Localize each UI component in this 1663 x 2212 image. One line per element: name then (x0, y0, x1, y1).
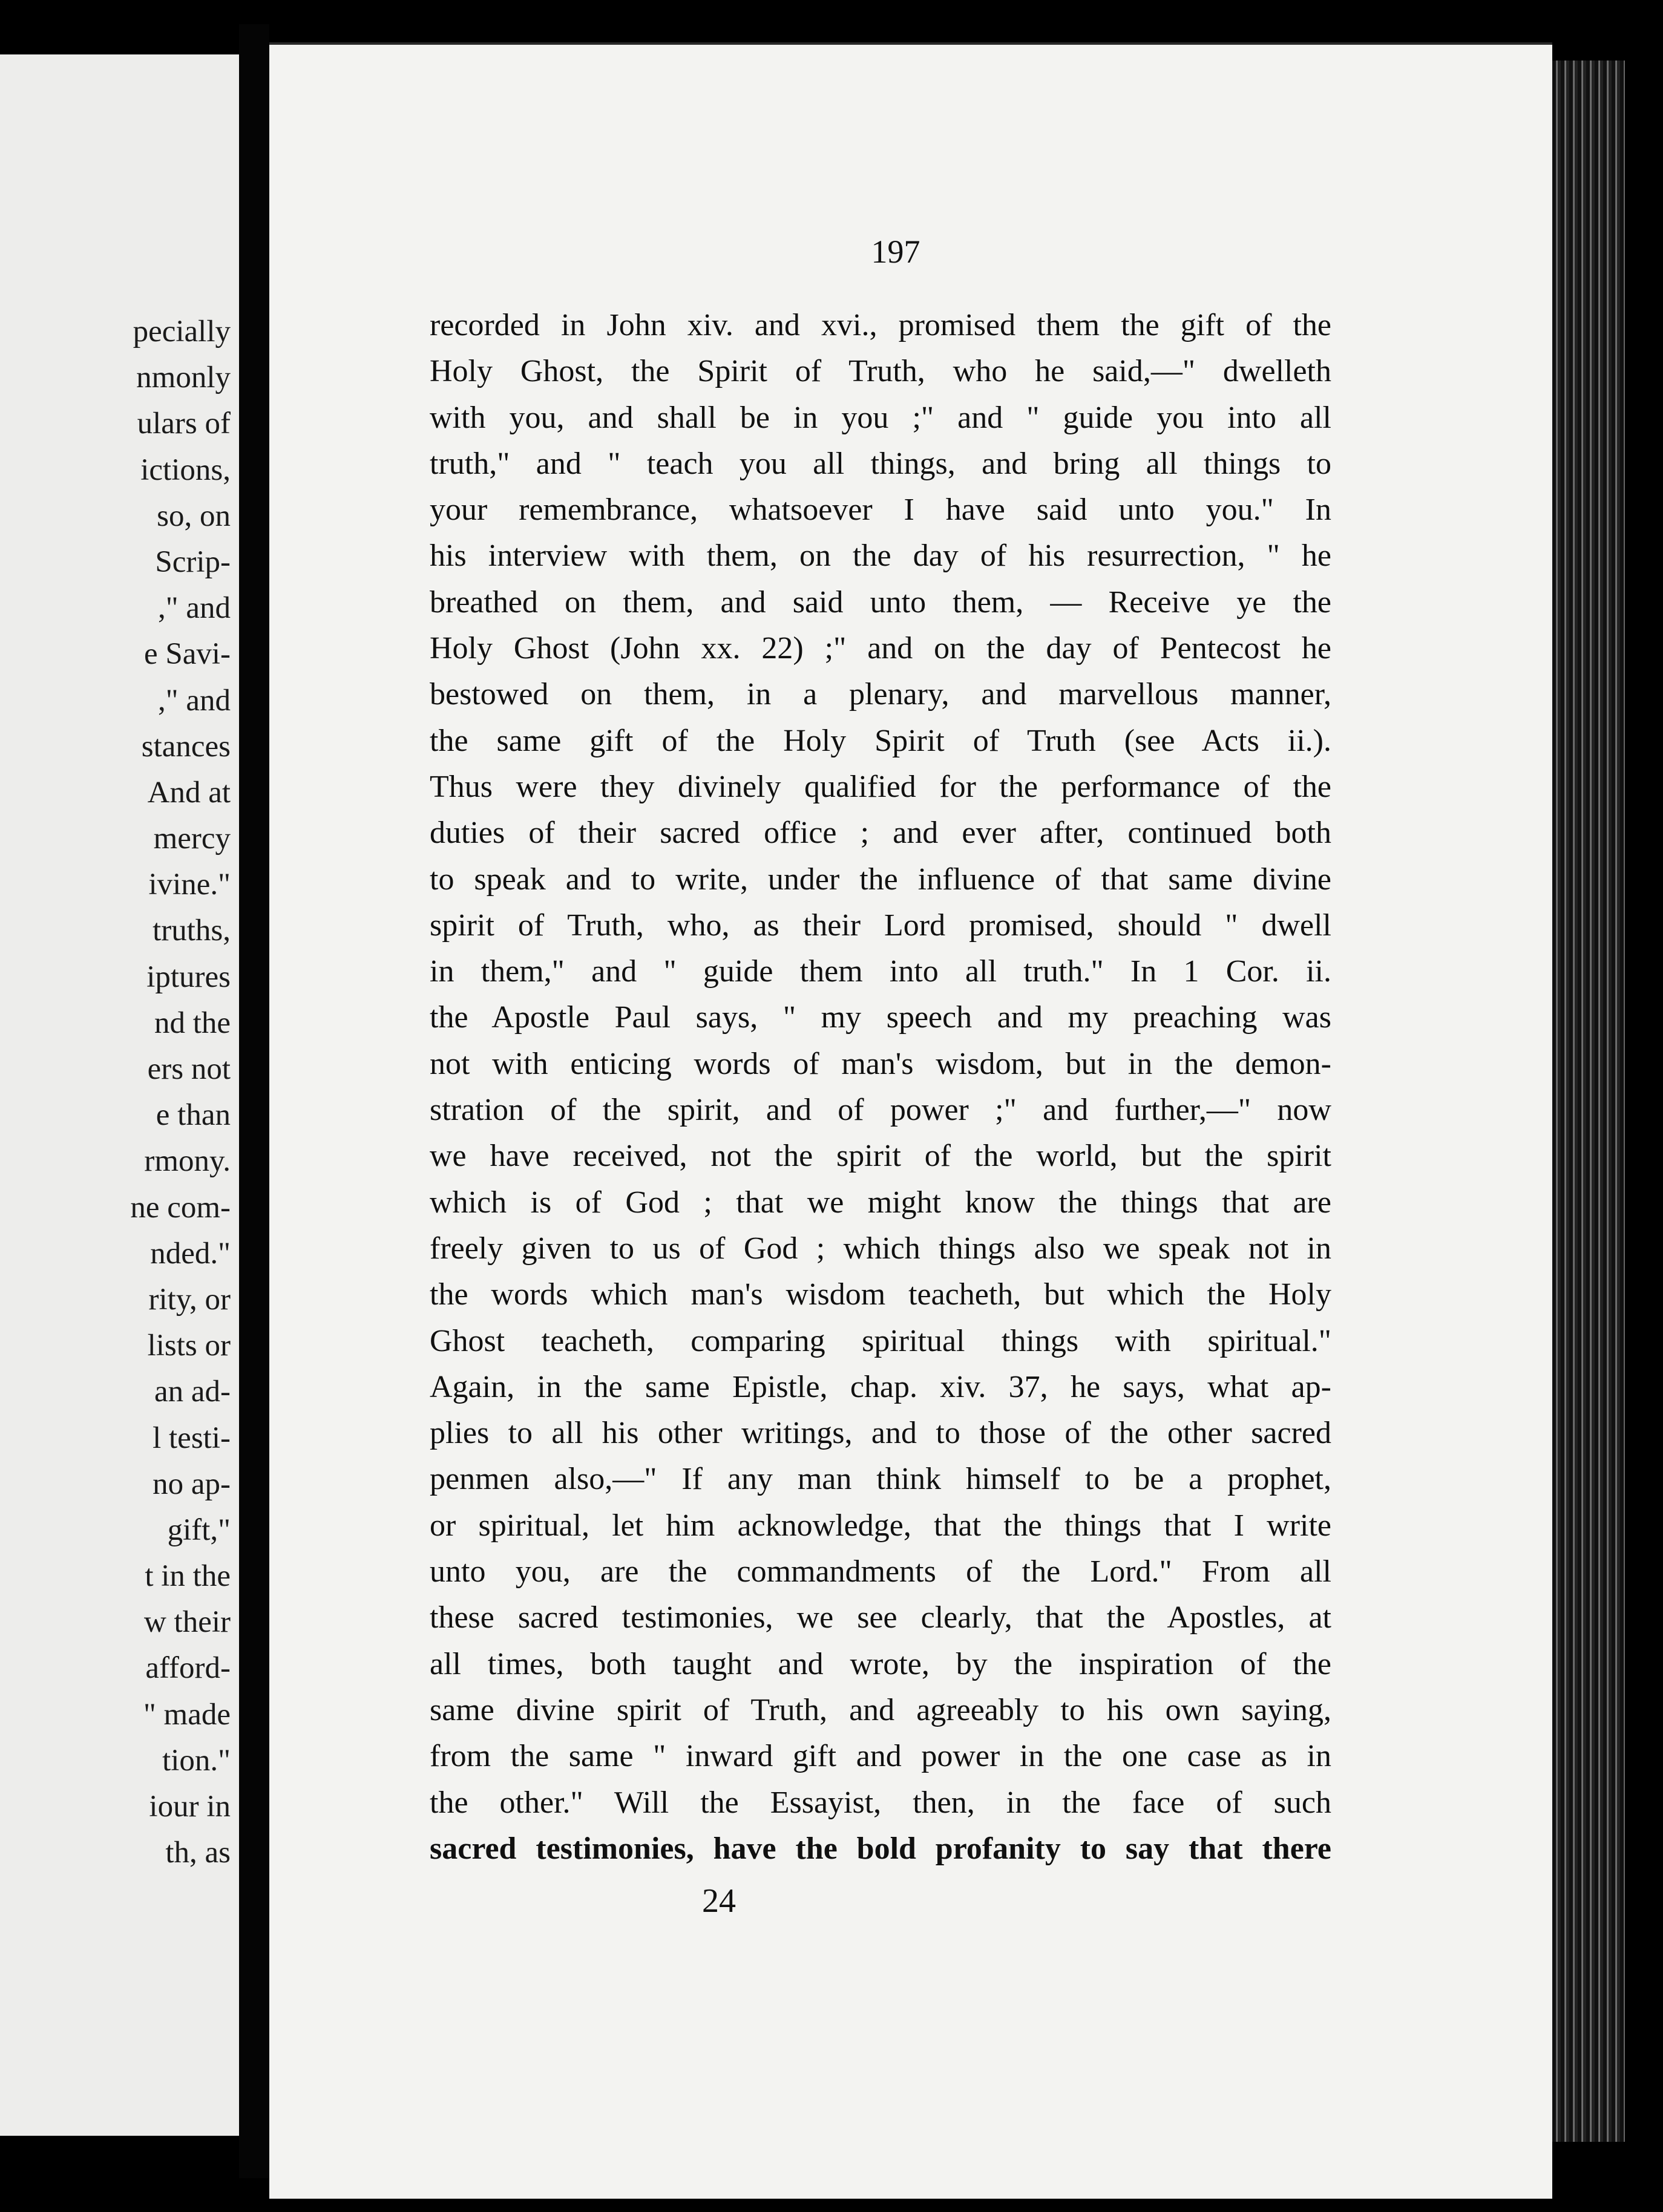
left-page-line: e Savi- (143, 637, 231, 672)
body-line: freely given to us of God ; which things also we speak not in (430, 1231, 1331, 1266)
body-line: or spiritual, let him acknowledge, that the things that I write (430, 1508, 1331, 1543)
body-line: which is of God ; that we might know the things that are (430, 1185, 1331, 1220)
left-page (0, 54, 239, 2136)
body-line: the Apostle Paul says, " my speech and my preaching was (430, 1000, 1331, 1035)
body-line: with you, and shall be in you ;" and " guide you into all (430, 400, 1331, 435)
body-line: spirit of Truth, who, as their Lord promised, should " dwell (430, 908, 1331, 943)
body-line: sacred testimonies, have the bold profanity to say that there (430, 1831, 1331, 1866)
left-page-line: nded." (150, 1236, 231, 1271)
left-page-line: iptures (146, 960, 231, 994)
body-line: in them," and " guide them into all truth." In 1 Cor. ii. (430, 954, 1331, 989)
signature-mark: 24 (702, 1882, 736, 1920)
left-page-line: tion." (162, 1743, 231, 1778)
body-line: the other." Will the Essayist, then, in the face of such (430, 1785, 1331, 1820)
left-page-line: no ap- (153, 1467, 231, 1501)
body-line: duties of their sacred office ; and ever after, continued both (430, 816, 1331, 851)
body-line: same divine spirit of Truth, and agreeably to his own saying, (430, 1692, 1331, 1727)
left-page-line: t in the (145, 1559, 231, 1594)
book-gutter (239, 24, 269, 2178)
left-page-line: ne com- (130, 1190, 231, 1225)
body-line: his interview with them, on the day of his resurrection, " he (430, 538, 1331, 574)
body-line: plies to all his other writings, and to those of the other sacred (430, 1416, 1331, 1451)
body-line: recorded in John xiv. and xvi., promised them the gift of the (430, 308, 1331, 342)
body-line: your remembrance, whatsoever I have said unto you." In (430, 492, 1331, 528)
left-page-line: ," and (158, 591, 231, 626)
left-page-line: Scrip- (155, 545, 231, 579)
page-edges (1552, 61, 1625, 2142)
body-line: breathed on them, and said unto them, — Receive ye the (430, 584, 1331, 620)
left-page-line: ulars of (137, 407, 231, 441)
body-line: stration of the spirit, and of power ;" and further,—" now (430, 1093, 1331, 1128)
left-page-line: iour in (149, 1790, 231, 1824)
left-page-line: e than (156, 1098, 231, 1133)
body-line: the words which man's wisdom teacheth, but which the Holy (430, 1277, 1331, 1312)
body-line: all times, both taught and wrote, by the inspiration of the (430, 1646, 1331, 1681)
left-page-line: And at (147, 775, 231, 810)
body-line: these sacred testimonies, we see clearly, that the Apostles, at (430, 1600, 1331, 1635)
left-page-line: nmonly (136, 361, 231, 395)
left-page-line: an ad- (154, 1375, 231, 1409)
left-page-line: stances (141, 729, 231, 764)
body-line: not with enticing words of man's wisdom, but in the demon- (430, 1046, 1331, 1081)
body-text (430, 303, 1331, 1872)
body-line: Holy Ghost (John xx. 22) ;" and on the day of Pentecost he (430, 631, 1331, 666)
left-page-line: ers not (147, 1052, 231, 1086)
left-page-line: rity, or (148, 1282, 231, 1317)
left-page-line: mercy (153, 822, 231, 856)
left-page-line: lists or (147, 1329, 231, 1363)
left-page-line: ictions, (140, 453, 231, 487)
left-page-text (0, 309, 231, 1876)
body-line: unto you, are the commandments of the Lord." From all (430, 1554, 1331, 1589)
body-line: Thus were they divinely qualified for the performance of the (430, 769, 1331, 804)
body-line: from the same " inward gift and power in the one case as in (430, 1739, 1331, 1774)
left-page-line: th, as (165, 1836, 231, 1870)
body-line: Holy Ghost, the Spirit of Truth, who he said,—" dwelleth (430, 354, 1331, 389)
left-page-line: so, on (157, 499, 231, 533)
left-page-line: gift," (167, 1513, 231, 1547)
page-number: 197 (871, 234, 920, 270)
left-page-line: truths, (153, 914, 231, 948)
body-line: to speak and to write, under the influence of that same divine (430, 862, 1331, 897)
left-page-line: ivine." (148, 868, 231, 902)
body-line: penmen also,—" If any man think himself to be a prophet, (430, 1462, 1331, 1497)
left-page-line: " made (143, 1697, 231, 1732)
left-page-line: afford- (145, 1651, 231, 1686)
body-line: Again, in the same Epistle, chap. xiv. 37, he says, what ap- (430, 1369, 1331, 1404)
body-line: we have received, not the spirit of the world, but the spirit (430, 1139, 1331, 1174)
left-page-line: nd the (154, 1006, 231, 1040)
left-page-line: ," and (158, 683, 231, 718)
left-page-line: l testi- (153, 1421, 231, 1455)
body-line: bestowed on them, in a plenary, and marvellous manner, (430, 677, 1331, 712)
body-line: the same gift of the Holy Spirit of Truth (see Acts ii.). (430, 723, 1331, 758)
left-page-line: pecially (133, 315, 231, 348)
body-line: truth," and " teach you all things, and bring all things to (430, 446, 1331, 481)
left-page-line: rmony. (144, 1144, 231, 1179)
body-line: Ghost teacheth, comparing spiritual things with spiritual." (430, 1323, 1331, 1358)
left-page-line: w their (143, 1605, 231, 1640)
